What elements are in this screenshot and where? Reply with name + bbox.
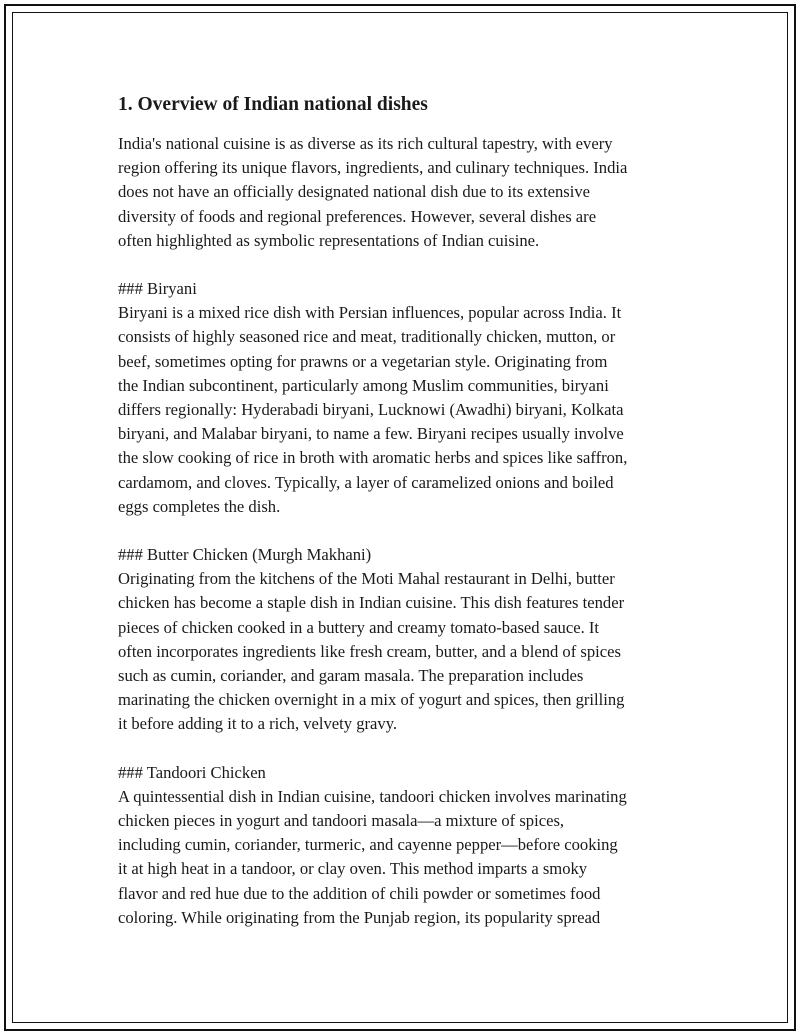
text-line: differs regionally: Hyderabadi biryani, Lucknowi (Awadhi) biryani, Kolkata: [118, 400, 624, 420]
text-line: coloring. While originating from the Punjab region, its popularity spread: [118, 907, 601, 927]
text-line: often incorporates ingredients like fresh cream, butter, and a blend of spices: [118, 641, 621, 661]
intro-paragraph: [118, 132, 688, 253]
text-line: A quintessential dish in Indian cuisine, tandoori chicken involves marinating: [118, 786, 627, 806]
paragraph-gap: [118, 737, 688, 761]
text-line: India's national cuisine is as diverse as its rich cultural tapestry, with every: [118, 134, 613, 153]
dish-tandoori-chicken: [118, 761, 688, 930]
text-line: eggs completes the dish.: [118, 496, 281, 516]
text-line: chicken has become a staple dish in Indian cuisine. This dish features tender: [118, 593, 625, 613]
text-line: including cumin, coriander, turmeric, and cayenne pepper—before cooking: [118, 835, 618, 855]
paragraph-gap: [118, 253, 688, 277]
dish-heading: ### Tandoori Chicken: [118, 762, 266, 782]
text-line: biryani, and Malabar biryani, to name a few. Biryani recipes usually involve: [118, 424, 624, 444]
dish-heading: ### Butter Chicken (Murgh Makhani): [118, 545, 372, 565]
dish-butter-chicken: [118, 543, 688, 737]
text-line: diversity of foods and regional preferences. However, several dishes are: [118, 206, 597, 226]
dish-biryani: [118, 277, 688, 519]
text-line: Biryani is a mixed rice dish with Persian influences, popular across India. It: [118, 303, 622, 323]
text-line: the Indian subcontinent, particularly among Muslim communities, biryani: [118, 375, 609, 395]
text-line: such as cumin, coriander, and garam masala. The preparation includes: [118, 666, 584, 686]
text-line: it at high heat in a tandoor, or clay oven. This method imparts a smoky: [118, 859, 588, 879]
section-title: 1. Overview of Indian national dishes: [118, 94, 428, 115]
text-line: cardamom, and cloves. Typically, a layer of caramelized onions and boiled: [118, 472, 614, 492]
text-line: chicken pieces in yogurt and tandoori masala—a mixture of spices,: [118, 811, 565, 831]
text-line: pieces of chicken cooked in a buttery and creamy tomato-based sauce. It: [118, 617, 600, 637]
paragraph-gap: [118, 519, 688, 543]
text-line: Originating from the kitchens of the Moti Mahal restaurant in Delhi, butter: [118, 569, 615, 589]
document-body: [118, 92, 688, 930]
text-line: flavor and red hue due to the addition of chili powder or sometimes food: [118, 883, 601, 903]
text-line: region offering its unique flavors, ingredients, and culinary techniques. India: [118, 158, 628, 178]
text-line: marinating the chicken overnight in a mix of yogurt and spices, then grilling: [118, 690, 625, 710]
text-line: does not have an officially designated national dish due to its extensive: [118, 182, 591, 202]
text-line: beef, sometimes opting for prawns or a vegetarian style. Originating from: [118, 351, 608, 371]
text-line: the slow cooking of rice in broth with aromatic herbs and spices like saffron,: [118, 448, 628, 468]
dish-heading: ### Biryani: [118, 279, 197, 299]
text-line: it before adding it to a rich, velvety gravy.: [118, 714, 398, 734]
text-line: consists of highly seasoned rice and meat, traditionally chicken, mutton, or: [118, 327, 616, 347]
text-line: often highlighted as symbolic representations of Indian cuisine.: [118, 230, 540, 250]
